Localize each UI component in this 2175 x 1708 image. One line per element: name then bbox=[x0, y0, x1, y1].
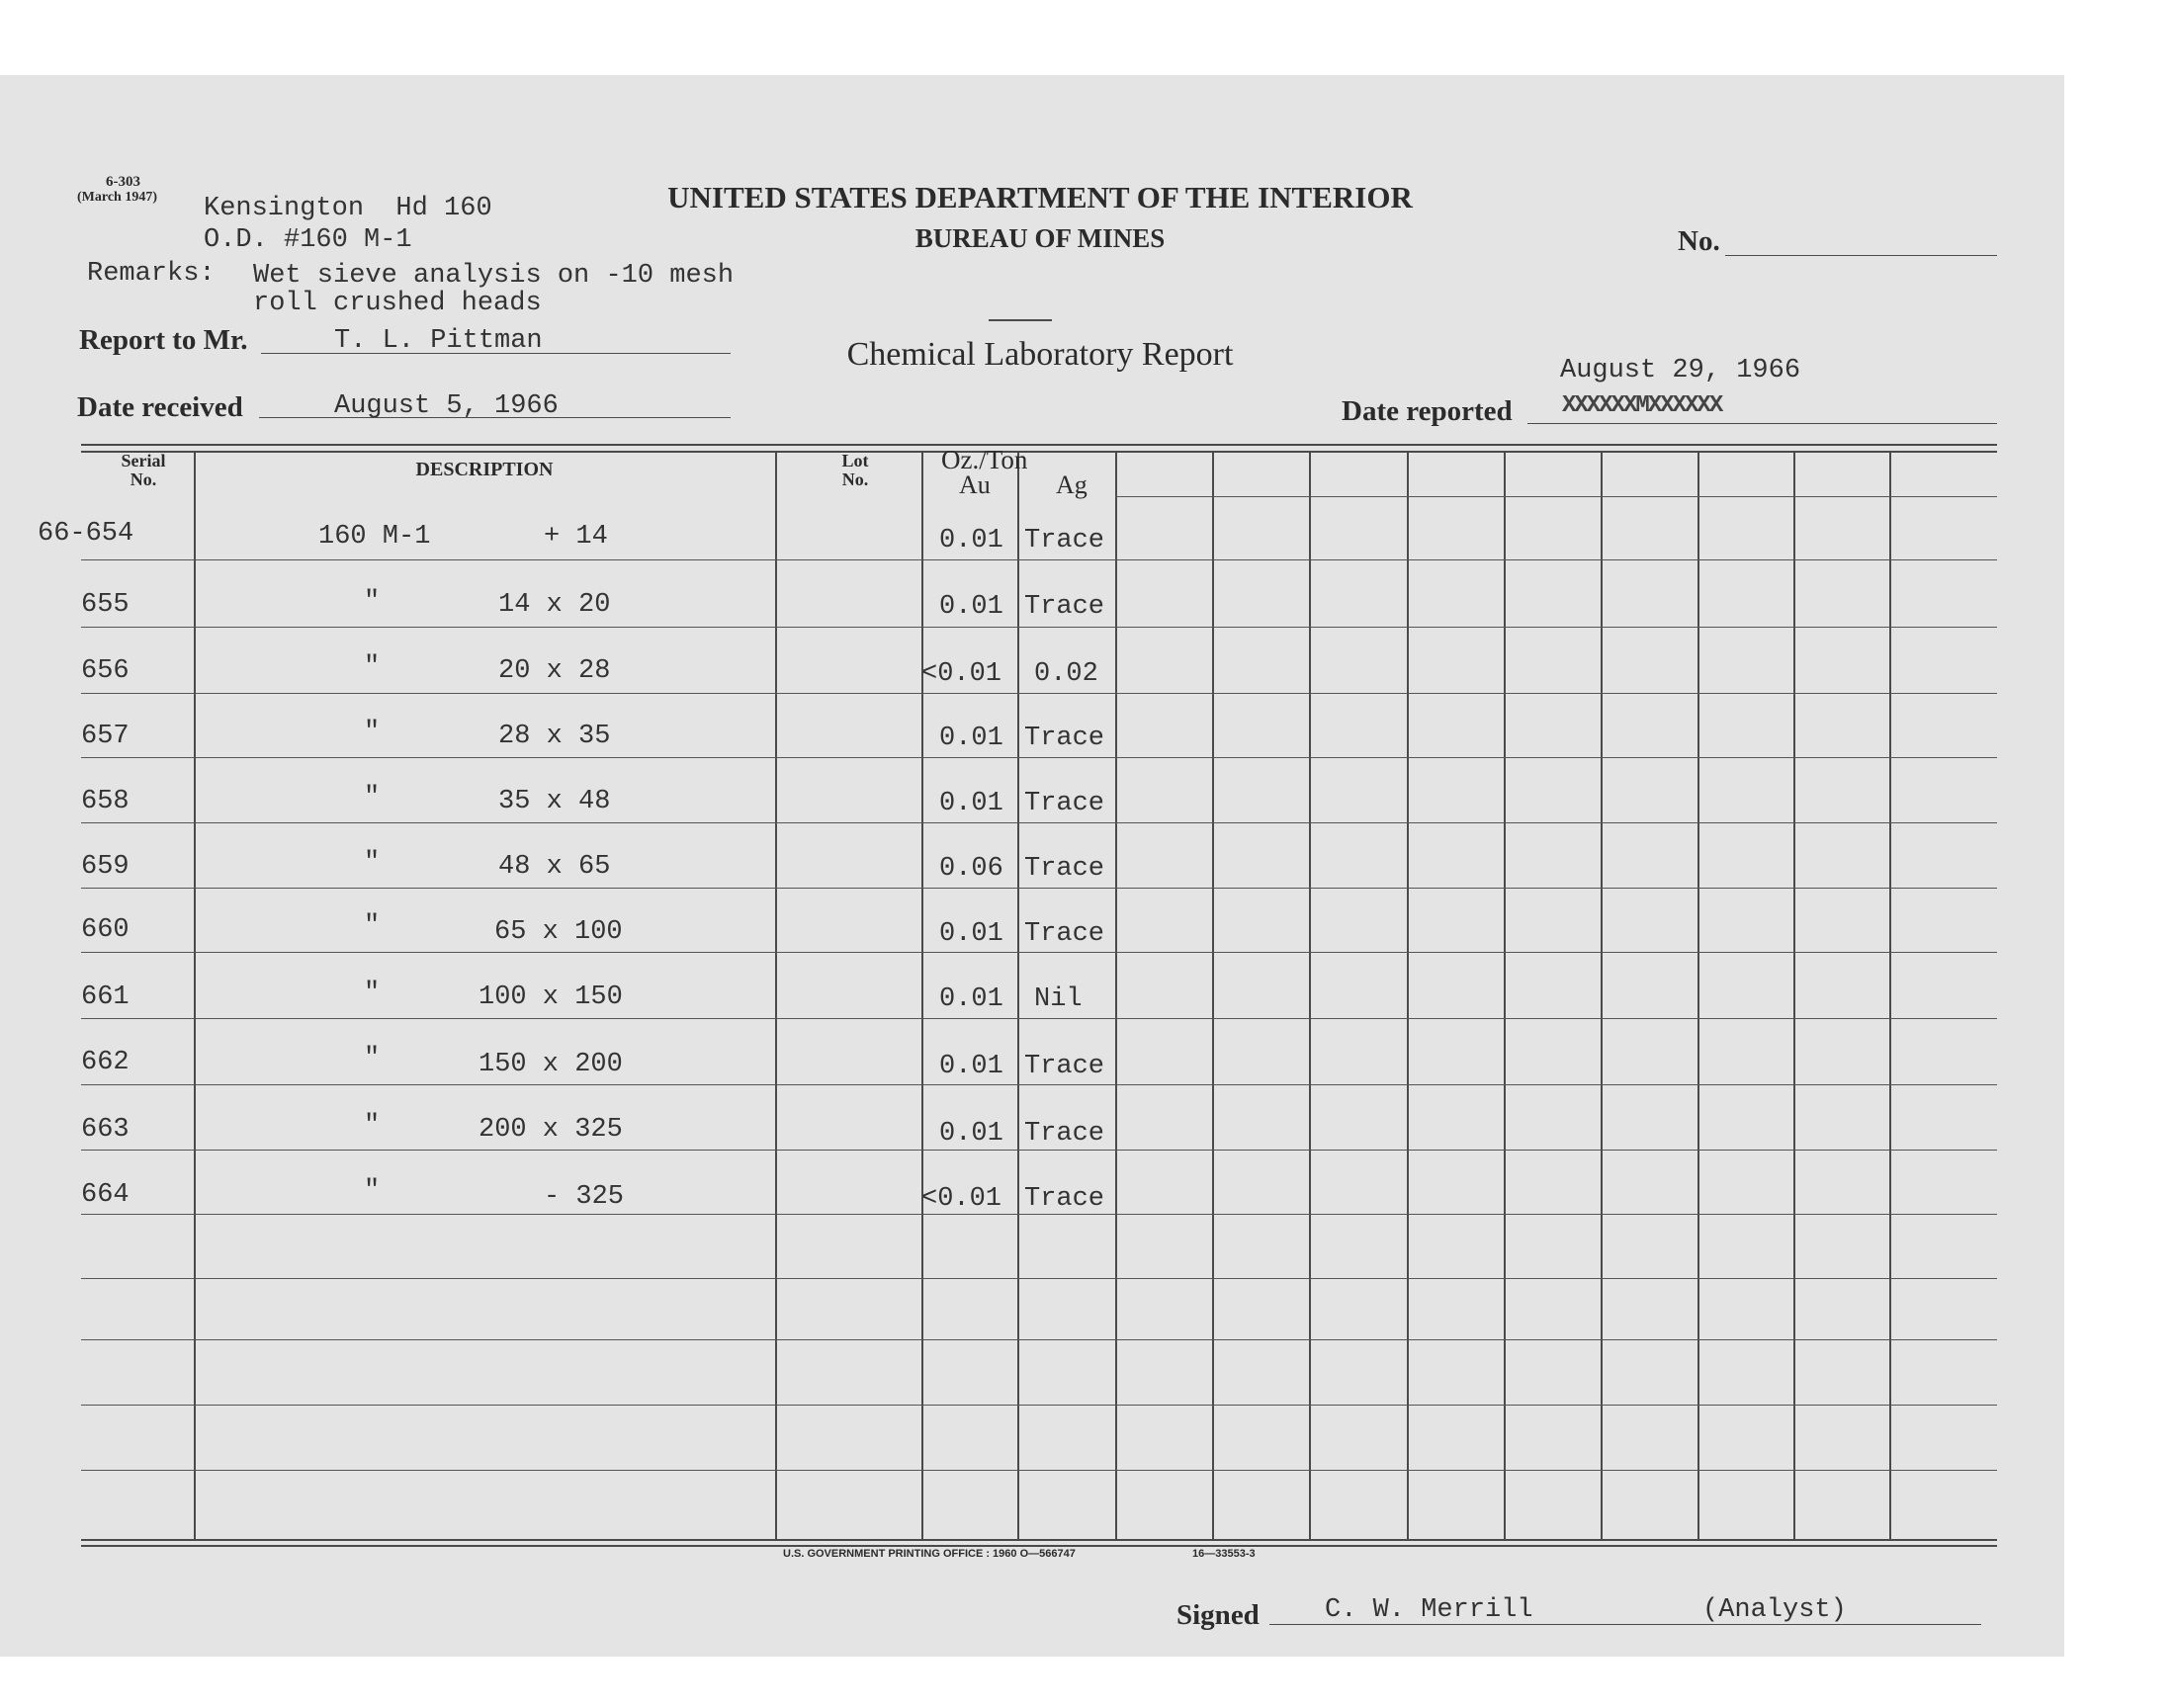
row-line bbox=[81, 559, 1997, 560]
table-top-rule-2 bbox=[81, 451, 1997, 453]
cell-ag: Trace bbox=[1024, 789, 1105, 818]
form-date: (March 1947) bbox=[77, 190, 157, 205]
cell-au: 0.06 bbox=[939, 854, 1003, 884]
row-line bbox=[81, 1339, 1997, 1340]
row-line bbox=[81, 1405, 1997, 1406]
cell-ag: Nil bbox=[1034, 984, 1083, 1014]
col-header-ag: Ag bbox=[1056, 470, 1088, 499]
form-code: 16—33553-3 bbox=[1192, 1548, 1256, 1560]
col-divider bbox=[1601, 451, 1603, 1539]
col-divider bbox=[1889, 451, 1891, 1539]
cell-sample: " bbox=[364, 1111, 381, 1141]
cell-au: 0.01 bbox=[939, 724, 1003, 753]
cell-size: + 14 bbox=[544, 522, 608, 552]
cell-size: 28 x 35 bbox=[498, 722, 611, 751]
col-header-description: DESCRIPTION bbox=[415, 459, 554, 480]
col-divider bbox=[1212, 451, 1214, 1539]
col-divider bbox=[1504, 451, 1506, 1539]
col-divider bbox=[921, 451, 923, 1539]
cell-serial: 662 bbox=[81, 1048, 130, 1077]
date-received-underline bbox=[259, 417, 731, 418]
cell-ag: Trace bbox=[1024, 724, 1105, 753]
bureau-title: BUREAU OF MINES bbox=[914, 223, 1166, 253]
row-line bbox=[81, 627, 1997, 628]
row-line bbox=[81, 1278, 1997, 1279]
row-line bbox=[81, 1018, 1997, 1019]
cell-au: 0.01 bbox=[939, 1119, 1003, 1149]
cell-ag: 0.02 bbox=[1034, 659, 1098, 689]
cell-ag: Trace bbox=[1024, 854, 1105, 884]
signed-value: C. W. Merrill bbox=[1325, 1595, 1533, 1625]
date-reported-value: August 29, 1966 bbox=[1560, 356, 1801, 385]
date-reported-label: Date reported bbox=[1342, 395, 1513, 427]
no-underline bbox=[1725, 255, 1997, 256]
agency-title: UNITED STATES DEPARTMENT OF THE INTERIOR bbox=[667, 180, 1413, 214]
row-line bbox=[81, 952, 1997, 953]
cell-sample: " bbox=[364, 587, 381, 617]
col-divider bbox=[1309, 451, 1311, 1539]
row-line bbox=[81, 888, 1997, 889]
signed-role: (Analyst) bbox=[1702, 1595, 1847, 1625]
col-divider bbox=[1115, 451, 1117, 1539]
row-line bbox=[81, 1470, 1997, 1471]
row-line bbox=[1115, 496, 1997, 497]
row-line bbox=[81, 693, 1997, 694]
cell-serial: 658 bbox=[81, 787, 130, 816]
date-reported-struck: XXXXXXMXXXXXX bbox=[1562, 392, 1722, 419]
cell-ag: Trace bbox=[1024, 526, 1105, 555]
report-to-label: Report to Mr. bbox=[79, 324, 248, 356]
cell-size: - 325 bbox=[544, 1182, 625, 1212]
signature-underline bbox=[1269, 1624, 1981, 1625]
form-number: 6-303 bbox=[106, 174, 140, 190]
cell-sample: " bbox=[364, 1044, 381, 1073]
cell-size: 200 x 325 bbox=[478, 1115, 623, 1145]
cell-au: <0.01 bbox=[921, 659, 1002, 689]
cell-ag: Trace bbox=[1024, 592, 1105, 622]
cell-au: 0.01 bbox=[939, 919, 1003, 949]
cell-serial: 655 bbox=[81, 590, 130, 620]
cell-ag: Trace bbox=[1024, 919, 1105, 949]
cell-sample: " bbox=[364, 911, 381, 941]
remarks-line-1: Wet sieve analysis on -10 mesh bbox=[253, 261, 735, 291]
cell-size: 150 x 200 bbox=[478, 1050, 623, 1079]
cell-ag: Trace bbox=[1024, 1052, 1105, 1081]
cell-size: 65 x 100 bbox=[494, 917, 623, 947]
row-line bbox=[81, 1084, 1997, 1085]
date-received-value: August 5, 1966 bbox=[334, 391, 559, 421]
col-divider bbox=[775, 451, 777, 1539]
report-title: Chemical Laboratory Report bbox=[846, 336, 1234, 373]
no-label: No. bbox=[1678, 225, 1720, 257]
col-divider bbox=[1697, 451, 1699, 1539]
cell-size: 14 x 20 bbox=[498, 590, 611, 620]
printing-office-note: U.S. GOVERNMENT PRINTING OFFICE : 1960 O—566747 bbox=[783, 1548, 1076, 1560]
row-line bbox=[81, 1150, 1997, 1151]
cell-serial: 659 bbox=[81, 852, 130, 882]
report-to-underline bbox=[261, 353, 731, 354]
cell-size: 100 x 150 bbox=[478, 982, 623, 1012]
cell-sample: " bbox=[364, 848, 381, 878]
date-reported-underline bbox=[1527, 423, 1997, 424]
cell-au: 0.01 bbox=[939, 984, 1003, 1014]
cell-serial: 660 bbox=[81, 915, 130, 945]
remarks-label: Remarks: bbox=[87, 259, 216, 289]
title-divider bbox=[989, 319, 1052, 321]
row-line bbox=[81, 1214, 1997, 1215]
row-line bbox=[81, 757, 1997, 758]
cell-size: 20 x 28 bbox=[498, 656, 611, 686]
col-header-lot: Lot No. bbox=[841, 451, 869, 489]
cell-au: 0.01 bbox=[939, 592, 1003, 622]
table-top-rule-1 bbox=[81, 444, 1997, 446]
cell-serial: 657 bbox=[81, 722, 130, 751]
row-line bbox=[81, 822, 1997, 823]
date-received-label: Date received bbox=[77, 391, 243, 423]
project-line-1: Kensington Hd 160 bbox=[204, 194, 492, 223]
col-header-serial: Serial No. bbox=[121, 451, 166, 489]
cell-sample: 160 M-1 bbox=[318, 522, 431, 552]
cell-au: 0.01 bbox=[939, 1052, 1003, 1081]
cell-sample: " bbox=[364, 718, 381, 747]
cell-serial: 661 bbox=[81, 982, 130, 1012]
cell-au: 0.01 bbox=[939, 526, 1003, 555]
cell-au: 0.01 bbox=[939, 789, 1003, 818]
table-bottom-rule-2 bbox=[81, 1545, 1997, 1547]
cell-size: 35 x 48 bbox=[498, 787, 611, 816]
cell-serial: 656 bbox=[81, 656, 130, 686]
col-divider bbox=[194, 451, 196, 1539]
table-bottom-rule-1 bbox=[81, 1539, 1997, 1541]
cell-serial: 664 bbox=[81, 1180, 130, 1210]
cell-sample: " bbox=[364, 979, 381, 1008]
signed-label: Signed bbox=[1176, 1599, 1260, 1631]
cell-ag: Trace bbox=[1024, 1119, 1105, 1149]
cell-au: <0.01 bbox=[921, 1184, 1002, 1214]
project-line-2: O.D. #160 M-1 bbox=[204, 225, 412, 255]
remarks-line-2: roll crushed heads bbox=[253, 289, 542, 318]
col-header-unit: Oz./Ton bbox=[941, 445, 1028, 474]
cell-ag: Trace bbox=[1024, 1184, 1105, 1214]
cell-sample: " bbox=[364, 652, 381, 682]
col-divider bbox=[1017, 451, 1019, 1539]
cell-serial: 663 bbox=[81, 1115, 130, 1145]
col-divider bbox=[1793, 451, 1795, 1539]
cell-sample: " bbox=[364, 1176, 381, 1206]
col-divider bbox=[1407, 451, 1409, 1539]
col-header-au: Au bbox=[959, 470, 991, 499]
report-to-value: T. L. Pittman bbox=[334, 326, 543, 356]
cell-sample: " bbox=[364, 783, 381, 812]
cell-size: 48 x 65 bbox=[498, 852, 611, 882]
cell-serial: 66-654 bbox=[38, 519, 134, 549]
